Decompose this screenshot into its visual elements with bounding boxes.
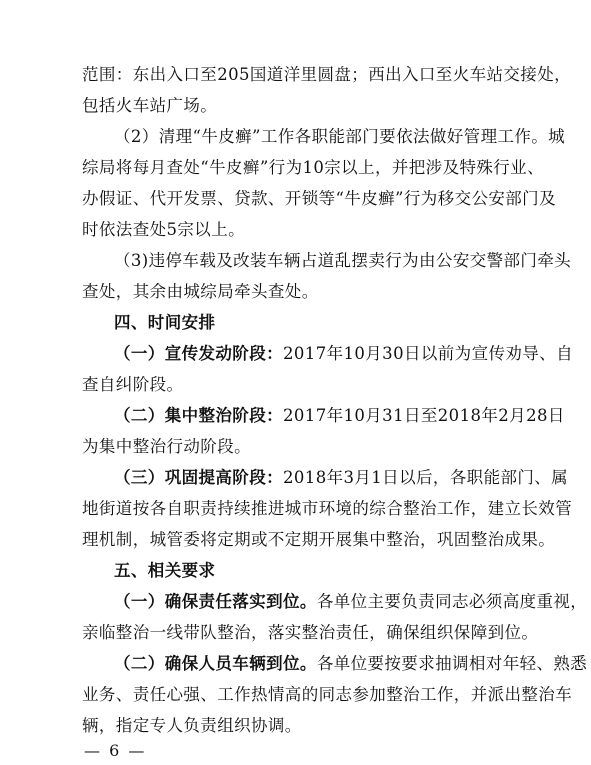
text-line: 办假证、代开发票、贷款、开锁等“牛皮癣”行为移交公安部门及 xyxy=(82,189,556,208)
text-line: （3)违停车载及改装车辆占道乱摆卖行为由公安交警部门牵头 xyxy=(114,251,572,270)
text-span: 2017年10月31日至2018年2月28日 xyxy=(283,406,565,425)
text-span: 2018年3月1日以后，各职能部门、属 xyxy=(283,468,569,487)
text-line: 为集中整治行动阶段。 xyxy=(82,437,251,456)
text-line: 亲临整治一线带队整治，落实整治责任，确保组织保障到位。 xyxy=(82,623,539,642)
text-line xyxy=(114,591,588,613)
text-span: 2017年10月30日以前为宣传劝导、自 xyxy=(283,344,573,363)
page-number: — 6 — xyxy=(84,741,147,760)
text-line: 包括火车站广场。 xyxy=(82,96,218,115)
text-line: 辆，指定专人负责组织协调。 xyxy=(82,716,302,735)
section-heading: 四、时间安排 xyxy=(114,313,216,332)
text-line xyxy=(114,653,588,675)
text-line: 查自纠阶段。 xyxy=(82,375,184,394)
text-line: 业务、责任心强、工作热情高的同志参加整治工作，并派出整治车 xyxy=(82,685,573,704)
subheading-label: （二）确保人员车辆到位。 xyxy=(114,654,317,673)
subheading-label: （二）集中整治阶段： xyxy=(114,406,283,425)
text-line xyxy=(114,405,565,427)
text-span: 各单位主要负责同志必须高度重视， xyxy=(316,592,588,611)
text-line: 理机制，城管委将定期或不定期开展集中整治，巩固整治成果。 xyxy=(82,530,556,549)
subheading-label: （三）巩固提高阶段： xyxy=(114,468,283,487)
text-span: 各单位要按要求抽调相对年轻、熟悉 xyxy=(316,654,588,673)
text-line: 综局将每月查处“牛皮癣”行为10宗以上，并把涉及特殊行业、 xyxy=(82,158,544,177)
text-line: 地街道按各自职责持续推进城市环境的综合整治工作，建立长效管 xyxy=(82,499,573,518)
subheading-label: （一）宣传发动阶段： xyxy=(114,344,283,363)
text-line: 查处，其余由城综局牵头查处。 xyxy=(82,282,319,301)
subheading-label: （一）确保责任落实到位。 xyxy=(114,592,317,611)
text-line: （2）清理“牛皮癣”工作各职能部门要依法做好管理工作。城 xyxy=(114,127,566,146)
text-line xyxy=(114,343,573,365)
text-line: 范围：东出入口至205国道洋里圆盘；西出入口至火车站交接处， xyxy=(82,65,571,84)
text-line xyxy=(114,467,569,489)
section-heading: 五、相关要求 xyxy=(114,561,216,580)
text-line: 时依法查处5宗以上。 xyxy=(82,220,245,239)
